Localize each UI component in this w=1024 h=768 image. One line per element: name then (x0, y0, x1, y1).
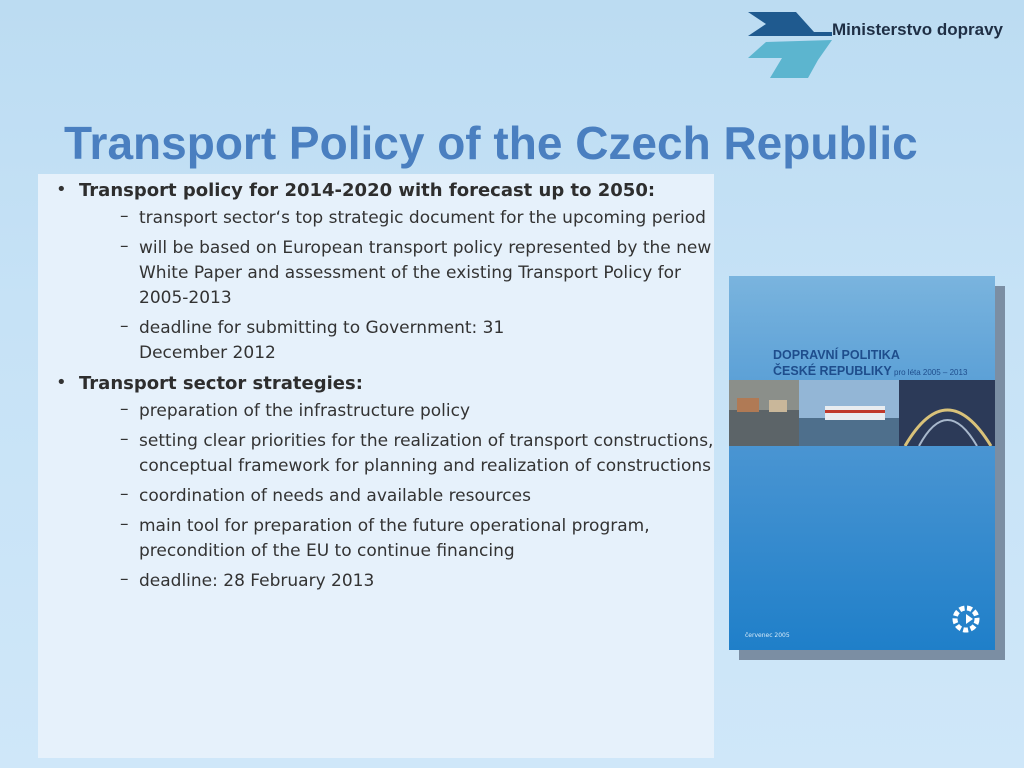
document-cover-image (729, 276, 995, 650)
bullet-item (46, 371, 714, 594)
dash-marker: – (120, 206, 129, 226)
sub-list (79, 399, 714, 594)
sub-item-text: preparation of the infrastructure policy (139, 401, 471, 421)
sub-item-text: deadline: 28 February 2013 (139, 571, 375, 591)
sub-item (79, 316, 714, 366)
bullet-heading: Transport sector strategies: (79, 373, 363, 394)
content-panel (38, 174, 714, 758)
page-title: Transport Policy of the Czech Republic (64, 117, 918, 169)
cover-title-line2 (773, 364, 967, 378)
sub-item (79, 429, 714, 479)
sub-item-text: main tool for preparation of the future operational program, precondition of the EU to continue financing (139, 516, 650, 561)
sub-item (79, 399, 714, 424)
sub-item (79, 236, 714, 311)
ministry-logo-icon (748, 12, 832, 80)
sub-item-text: will be based on European transport policy represented by the new White Paper and assessment of the existing Transport Policy for 2005-2013 (139, 238, 712, 308)
cover-title-line1: DOPRAVNÍ POLITIKA (773, 348, 900, 362)
bullet-heading: Transport policy for 2014-2020 with forecast up to 2050: (79, 180, 656, 201)
cover-date: červenec 2005 (745, 632, 790, 639)
dash-marker: – (120, 569, 129, 589)
bullet-list (46, 178, 714, 599)
sub-item (79, 206, 714, 231)
dash-marker: – (120, 316, 129, 336)
dash-marker: – (120, 399, 129, 419)
dash-marker: – (120, 484, 129, 504)
sub-list (79, 206, 714, 366)
sub-item-text: deadline for submitting to Government: 31 December 2012 (139, 318, 505, 363)
bullet-item (46, 178, 714, 366)
sub-item-text: coordination of needs and available resources (139, 486, 531, 506)
cover-photo-collage (729, 380, 995, 446)
dash-marker: – (120, 514, 129, 534)
cover-years: pro léta 2005 – 2013 (891, 368, 968, 377)
sub-item (79, 569, 714, 594)
bullet-marker: • (56, 179, 67, 200)
ministry-logo-text: Ministerstvo dopravy (832, 20, 1003, 39)
sub-item-text: setting clear priorities for the realization of transport constructions, conceptual framework for planning and realization of constructions (139, 431, 714, 476)
sub-item (79, 484, 714, 509)
dash-marker: – (120, 236, 129, 256)
ministry-logo (748, 12, 1018, 82)
bullet-marker: • (56, 372, 67, 393)
ministry-emblem-icon (951, 602, 981, 636)
sub-item (79, 514, 714, 564)
dash-marker: – (120, 429, 129, 449)
sub-item-text: transport sector‘s top strategic document for the upcoming period (139, 208, 706, 228)
cover-title-country: ČESKÉ REPUBLIKY (773, 364, 892, 378)
